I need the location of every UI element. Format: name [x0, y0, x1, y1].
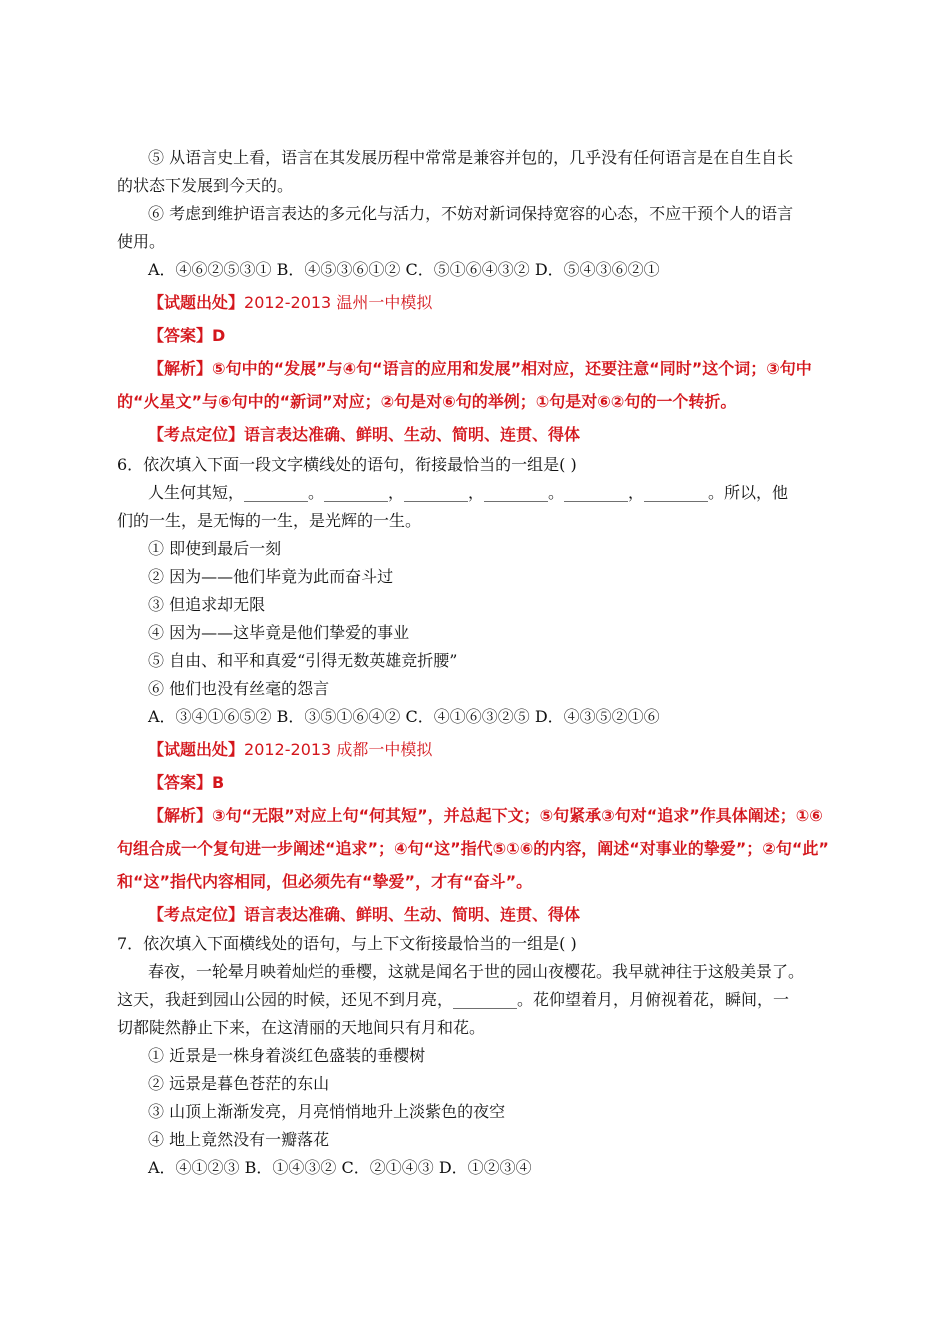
source-tag: 【试题出处】 — [148, 293, 245, 312]
q5-exam-point — [148, 425, 580, 445]
source-text: 2012-2013 温州一中模拟 — [244, 293, 433, 312]
q5-sentence-6-line-2: 使用。 — [117, 232, 166, 251]
answer-text: D — [212, 326, 226, 345]
q5-answer — [148, 326, 225, 346]
q5-options: A．④⑥②⑤③① B．④⑤③⑥①② C．⑤①⑥④③② D．⑤④③⑥②① — [148, 260, 660, 279]
q6-passage-line-1: 人生何其短，________。________，________，________。________，________。所以，他 — [148, 483, 789, 502]
q6-item-5: ⑤ 自由、和平和真爱“引得无数英雄竞折腰” — [148, 651, 458, 670]
q7-item-3: ③ 山顶上渐渐发亮，月亮悄悄地升上淡紫色的夜空 — [148, 1102, 506, 1121]
q6-stem: 6．依次填入下面一段文字横线处的语句，衔接最恰当的一组是( ) — [117, 455, 577, 474]
q6-analysis-line-3: 和“这”指代内容相同，但必须先有“挚爱”，才有“奋斗”。 — [117, 872, 533, 891]
q5-analysis-line-1 — [148, 359, 812, 379]
q6-item-2: ② 因为——他们毕竟为此而奋斗过 — [148, 567, 394, 586]
q7-passage-line-1: 春夜，一轮晕月映着灿烂的垂樱，这就是闻名于世的园山夜樱花。我早就神往于这般美景了。 — [148, 962, 805, 981]
q6-options: A．③④①⑥⑤② B．③⑤①⑥④② C．④①⑥③②⑤ D．④③⑤②①⑥ — [148, 707, 660, 726]
analysis-text: ③句“无限”对应上句“何其短”，并总起下文；⑤句紧承③句对“追求”作具体阐述；①⑥ — [212, 806, 823, 825]
point-text: 语言表达准确、鲜明、生动、简明、连贯、得体 — [244, 905, 581, 924]
q5-sentence-5-line-2: 的状态下发展到今天的。 — [117, 176, 294, 195]
q7-options: A．④①②③ B．①④③② C．②①④③ D．①②③④ — [148, 1158, 532, 1177]
q6-item-3: ③ 但追求却无限 — [148, 595, 266, 614]
source-tag: 【试题出处】 — [148, 740, 245, 759]
q7-item-2: ② 远景是暮色苍茫的东山 — [148, 1074, 330, 1093]
q7-stem: 7．依次填入下面横线处的语句，与上下文衔接最恰当的一组是( ) — [117, 934, 577, 953]
q7-item-1: ① 近景是一株身着淡红色盛装的垂樱树 — [148, 1046, 426, 1065]
point-tag: 【考点定位】 — [148, 905, 245, 924]
analysis-text: ⑤句中的“发展”与④句“语言的应用和发展”相对应，还要注意“同时”这个词；③句中 — [212, 359, 812, 378]
q6-passage-line-2: 们的一生，是无悔的一生，是光辉的一生。 — [117, 511, 422, 530]
answer-text: B — [212, 773, 225, 792]
q5-sentence-6-line-1: ⑥ 考虑到维护语言表达的多元化与活力，不妨对新词保持宽容的心态，不应干预个人的语言 — [148, 204, 794, 223]
point-text: 语言表达准确、鲜明、生动、简明、连贯、得体 — [244, 425, 581, 444]
q5-source — [148, 293, 432, 313]
answer-tag: 【答案】 — [148, 773, 213, 792]
q6-exam-point — [148, 905, 580, 925]
q5-analysis-line-2: 的“火星文”与⑥句中的“新词”对应；②句是对⑥句的举例；①句是对⑥②句的一个转折。 — [117, 392, 737, 411]
q7-item-4: ④ 地上竟然没有一瓣落花 — [148, 1130, 330, 1149]
q7-passage-line-2: 这天，我赶到园山公园的时候，还见不到月亮，________。花仰望着月，月俯视着花，瞬间，一 — [117, 990, 790, 1009]
analysis-tag: 【解析】 — [148, 359, 213, 378]
q6-item-1: ① 即使到最后一刻 — [148, 539, 282, 558]
answer-tag: 【答案】 — [148, 326, 213, 345]
point-tag: 【考点定位】 — [148, 425, 245, 444]
source-text: 2012-2013 成都一中模拟 — [244, 740, 433, 759]
q7-passage-line-3: 切都陡然静止下来，在这清丽的天地间只有月和花。 — [117, 1018, 486, 1037]
q5-sentence-5-line-1: ⑤ 从语言史上看，语言在其发展历程中常常是兼容并包的，几乎没有任何语言是在自生自长 — [148, 148, 794, 167]
q6-answer — [148, 773, 224, 793]
q6-source — [148, 740, 432, 760]
q6-analysis-line-2: 句组合成一个复句进一步阐述“追求”；④句“这”指代⑤①⑥的内容，阐述“对事业的挚爱”；②句“此” — [117, 839, 829, 858]
analysis-tag: 【解析】 — [148, 806, 213, 825]
q6-item-4: ④ 因为——这毕竟是他们挚爱的事业 — [148, 623, 410, 642]
q6-analysis-line-1 — [148, 806, 823, 826]
q6-item-6: ⑥ 他们也没有丝毫的怨言 — [148, 679, 330, 698]
